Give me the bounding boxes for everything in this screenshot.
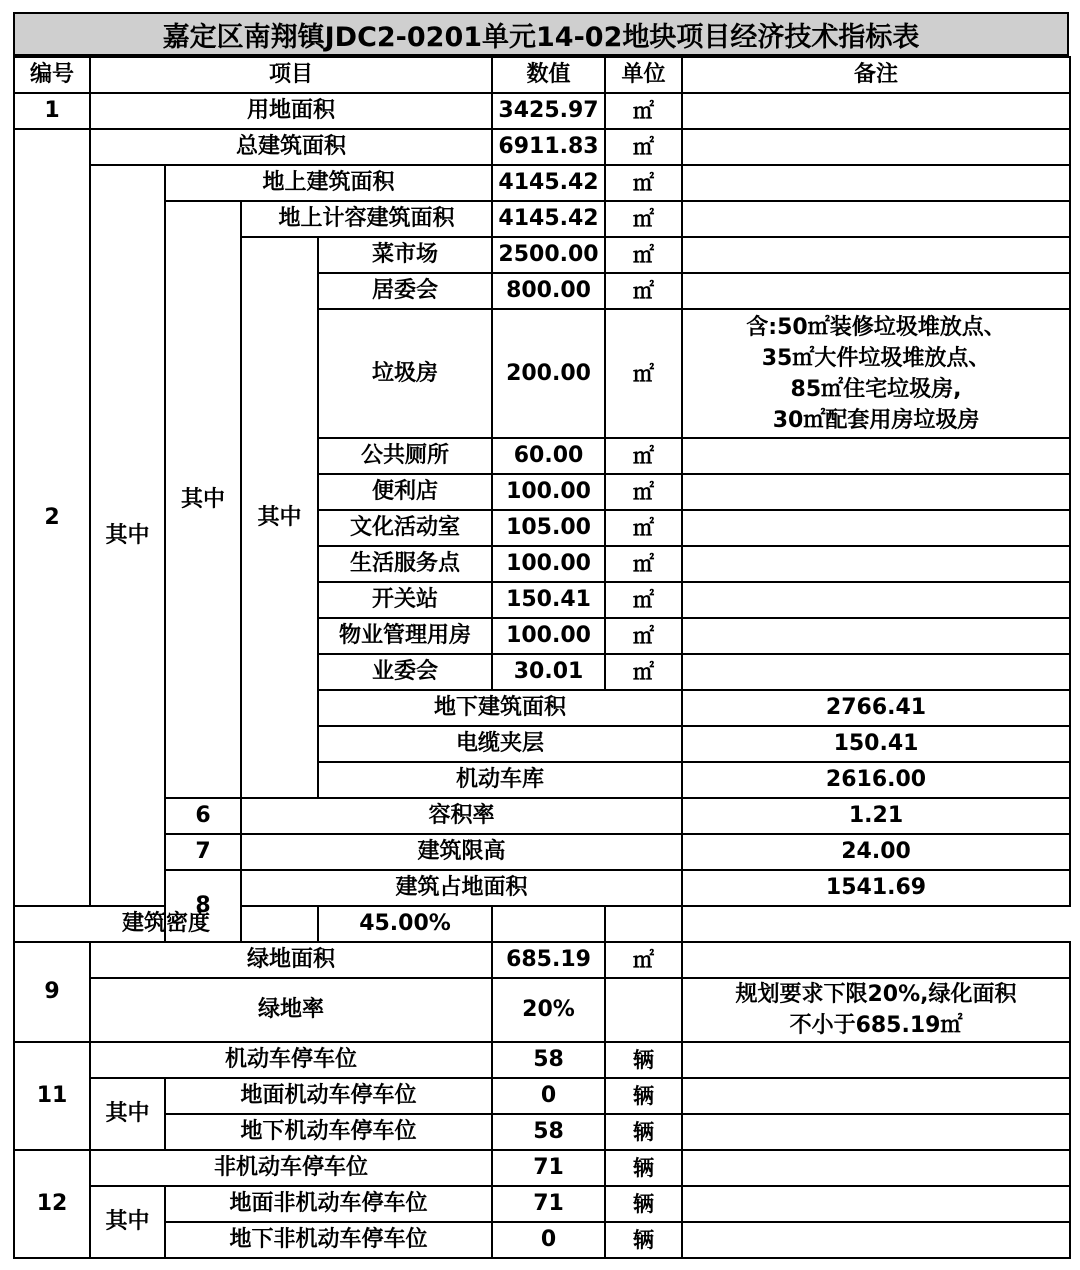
row-item: 总建筑面积 xyxy=(90,129,492,165)
note-line: 不小于685.19㎡ xyxy=(789,1013,963,1038)
row-item: 用地面积 xyxy=(90,93,492,129)
row-item: 垃圾房 xyxy=(318,309,492,438)
row-note xyxy=(682,510,1070,546)
row-item: 文化活动室 xyxy=(318,510,492,546)
row-unit xyxy=(492,906,605,942)
table-row xyxy=(14,942,1070,978)
row-unit: ㎡ xyxy=(605,474,682,510)
table-row xyxy=(14,798,1070,834)
row-note xyxy=(682,201,1070,237)
row-item: 居委会 xyxy=(318,273,492,309)
row-value: 150.41 xyxy=(492,582,605,618)
row-note xyxy=(682,1186,1070,1222)
row-no: 12 xyxy=(14,1150,90,1258)
table-row xyxy=(14,834,1070,870)
row-item: 业委会 xyxy=(318,654,492,690)
indicator-table xyxy=(13,56,1071,1259)
row-unit: 辆 xyxy=(605,1222,682,1258)
row-item: 地面非机动车停车位 xyxy=(165,1186,492,1222)
row-item: 建筑密度 xyxy=(14,906,318,942)
row-item: 容积率 xyxy=(241,798,682,834)
row-item: 开关站 xyxy=(318,582,492,618)
row-value: 1541.69 xyxy=(682,870,1070,906)
row-note xyxy=(682,1042,1070,1078)
qizhong-label: 其中 xyxy=(90,1186,165,1258)
row-note xyxy=(682,546,1070,582)
row-item: 机动车库 xyxy=(318,762,682,798)
note-line: 规划要求下限20%,绿化面积 xyxy=(735,982,1017,1007)
row-unit: 辆 xyxy=(605,1150,682,1186)
row-value: 6911.83 xyxy=(492,129,605,165)
row-unit: ㎡ xyxy=(605,582,682,618)
row-value: 1.21 xyxy=(682,798,1070,834)
row-item: 机动车停车位 xyxy=(90,1042,492,1078)
row-item: 生活服务点 xyxy=(318,546,492,582)
row-note xyxy=(682,1114,1070,1150)
row-unit: ㎡ xyxy=(605,129,682,165)
row-note xyxy=(682,618,1070,654)
row-value: 100.00 xyxy=(492,546,605,582)
row-unit: 辆 xyxy=(605,1186,682,1222)
row-value: 105.00 xyxy=(492,510,605,546)
row-item: 物业管理用房 xyxy=(318,618,492,654)
note-line: 35㎡大件垃圾堆放点、 xyxy=(761,345,991,371)
row-unit: 辆 xyxy=(605,1114,682,1150)
row-no: 11 xyxy=(14,1042,90,1150)
row-item: 菜市场 xyxy=(318,237,492,273)
row-item: 公共厕所 xyxy=(318,438,492,474)
row-item: 地下建筑面积 xyxy=(318,690,682,726)
row-unit: ㎡ xyxy=(605,237,682,273)
row-note xyxy=(682,165,1070,201)
qizhong-label: 其中 xyxy=(90,165,165,906)
header-item: 项目 xyxy=(90,57,492,93)
row-value: 2500.00 xyxy=(492,237,605,273)
row-value: 58 xyxy=(492,1114,605,1150)
row-note xyxy=(605,906,682,942)
row-value: 3425.97 xyxy=(492,93,605,129)
row-unit: ㎡ xyxy=(605,273,682,309)
row-unit: ㎡ xyxy=(605,942,682,978)
row-unit: ㎡ xyxy=(605,546,682,582)
row-unit: 辆 xyxy=(605,1078,682,1114)
row-unit: ㎡ xyxy=(605,201,682,237)
row-item: 电缆夹层 xyxy=(318,726,682,762)
qizhong-label: 其中 xyxy=(241,237,318,798)
header-note: 备注 xyxy=(682,57,1070,93)
table-row xyxy=(14,1042,1070,1078)
note-line: 85㎡住宅垃圾房, xyxy=(790,376,962,402)
row-no: 1 xyxy=(14,93,90,129)
row-note xyxy=(682,582,1070,618)
table-row xyxy=(14,165,1070,201)
row-note xyxy=(682,474,1070,510)
note-line: 含:50㎡装修垃圾堆放点、 xyxy=(746,314,1006,340)
row-unit: ㎡ xyxy=(605,438,682,474)
row-unit: ㎡ xyxy=(605,165,682,201)
table-row xyxy=(14,1078,1070,1114)
row-item: 绿地率 xyxy=(90,978,492,1042)
row-note xyxy=(682,978,1070,1042)
row-note xyxy=(682,237,1070,273)
row-note xyxy=(682,129,1070,165)
row-note xyxy=(682,309,1070,438)
row-note xyxy=(682,1078,1070,1114)
row-item: 地上建筑面积 xyxy=(165,165,492,201)
row-value: 2766.41 xyxy=(682,690,1070,726)
row-note xyxy=(682,93,1070,129)
header-value: 数值 xyxy=(492,57,605,93)
row-no: 8 xyxy=(165,870,241,942)
header-unit: 单位 xyxy=(605,57,682,93)
table-row xyxy=(14,129,1070,165)
row-no: 9 xyxy=(14,942,90,1042)
row-value: 0 xyxy=(492,1078,605,1114)
row-value: 20% xyxy=(492,978,605,1042)
row-value: 24.00 xyxy=(682,834,1070,870)
table-row xyxy=(14,870,1070,906)
row-unit: ㎡ xyxy=(605,93,682,129)
row-note xyxy=(682,273,1070,309)
row-unit: 辆 xyxy=(605,1042,682,1078)
row-note xyxy=(682,654,1070,690)
row-unit: ㎡ xyxy=(605,654,682,690)
row-unit: ㎡ xyxy=(605,618,682,654)
table-title: 嘉定区南翔镇JDC2-0201单元14-02地块项目经济技术指标表 xyxy=(13,12,1069,56)
row-note xyxy=(682,942,1070,978)
table-row xyxy=(14,201,1070,237)
row-note xyxy=(682,438,1070,474)
row-item: 地上计容建筑面积 xyxy=(241,201,492,237)
row-note xyxy=(682,1222,1070,1258)
row-value: 60.00 xyxy=(492,438,605,474)
row-value: 0 xyxy=(492,1222,605,1258)
row-no: 6 xyxy=(165,798,241,834)
row-value: 45.00% xyxy=(318,906,492,942)
row-value: 2616.00 xyxy=(682,762,1070,798)
table-row xyxy=(14,906,1070,942)
row-unit xyxy=(605,978,682,1042)
row-value: 800.00 xyxy=(492,273,605,309)
row-value: 200.00 xyxy=(492,309,605,438)
row-item: 非机动车停车位 xyxy=(90,1150,492,1186)
table-row xyxy=(14,1150,1070,1186)
row-value: 150.41 xyxy=(682,726,1070,762)
row-value: 30.01 xyxy=(492,654,605,690)
note-line: 30㎡配套用房垃圾房 xyxy=(772,407,980,433)
row-value: 100.00 xyxy=(492,618,605,654)
qizhong-label: 其中 xyxy=(90,1078,165,1150)
qizhong-label: 其中 xyxy=(165,201,241,798)
row-no: 7 xyxy=(165,834,241,870)
row-value: 685.19 xyxy=(492,942,605,978)
row-value: 71 xyxy=(492,1150,605,1186)
row-value: 71 xyxy=(492,1186,605,1222)
table-row xyxy=(14,1114,1070,1150)
row-unit: ㎡ xyxy=(605,510,682,546)
row-value: 4145.42 xyxy=(492,165,605,201)
indicator-sheet xyxy=(13,12,1069,1259)
row-item: 便利店 xyxy=(318,474,492,510)
table-row xyxy=(14,1222,1070,1258)
row-item: 地面机动车停车位 xyxy=(165,1078,492,1114)
row-item: 地下机动车停车位 xyxy=(165,1114,492,1150)
row-note xyxy=(682,1150,1070,1186)
row-value: 100.00 xyxy=(492,474,605,510)
row-item: 建筑占地面积 xyxy=(241,870,682,906)
table-row xyxy=(14,978,1070,1042)
header-row xyxy=(14,57,1070,93)
table-row xyxy=(14,1186,1070,1222)
row-item: 建筑限高 xyxy=(241,834,682,870)
row-no: 2 xyxy=(14,129,90,906)
header-no: 编号 xyxy=(14,57,90,93)
row-value: 4145.42 xyxy=(492,201,605,237)
table-row xyxy=(14,93,1070,129)
row-value: 58 xyxy=(492,1042,605,1078)
row-unit: ㎡ xyxy=(605,309,682,438)
row-item: 地下非机动车停车位 xyxy=(165,1222,492,1258)
row-item: 绿地面积 xyxy=(90,942,492,978)
